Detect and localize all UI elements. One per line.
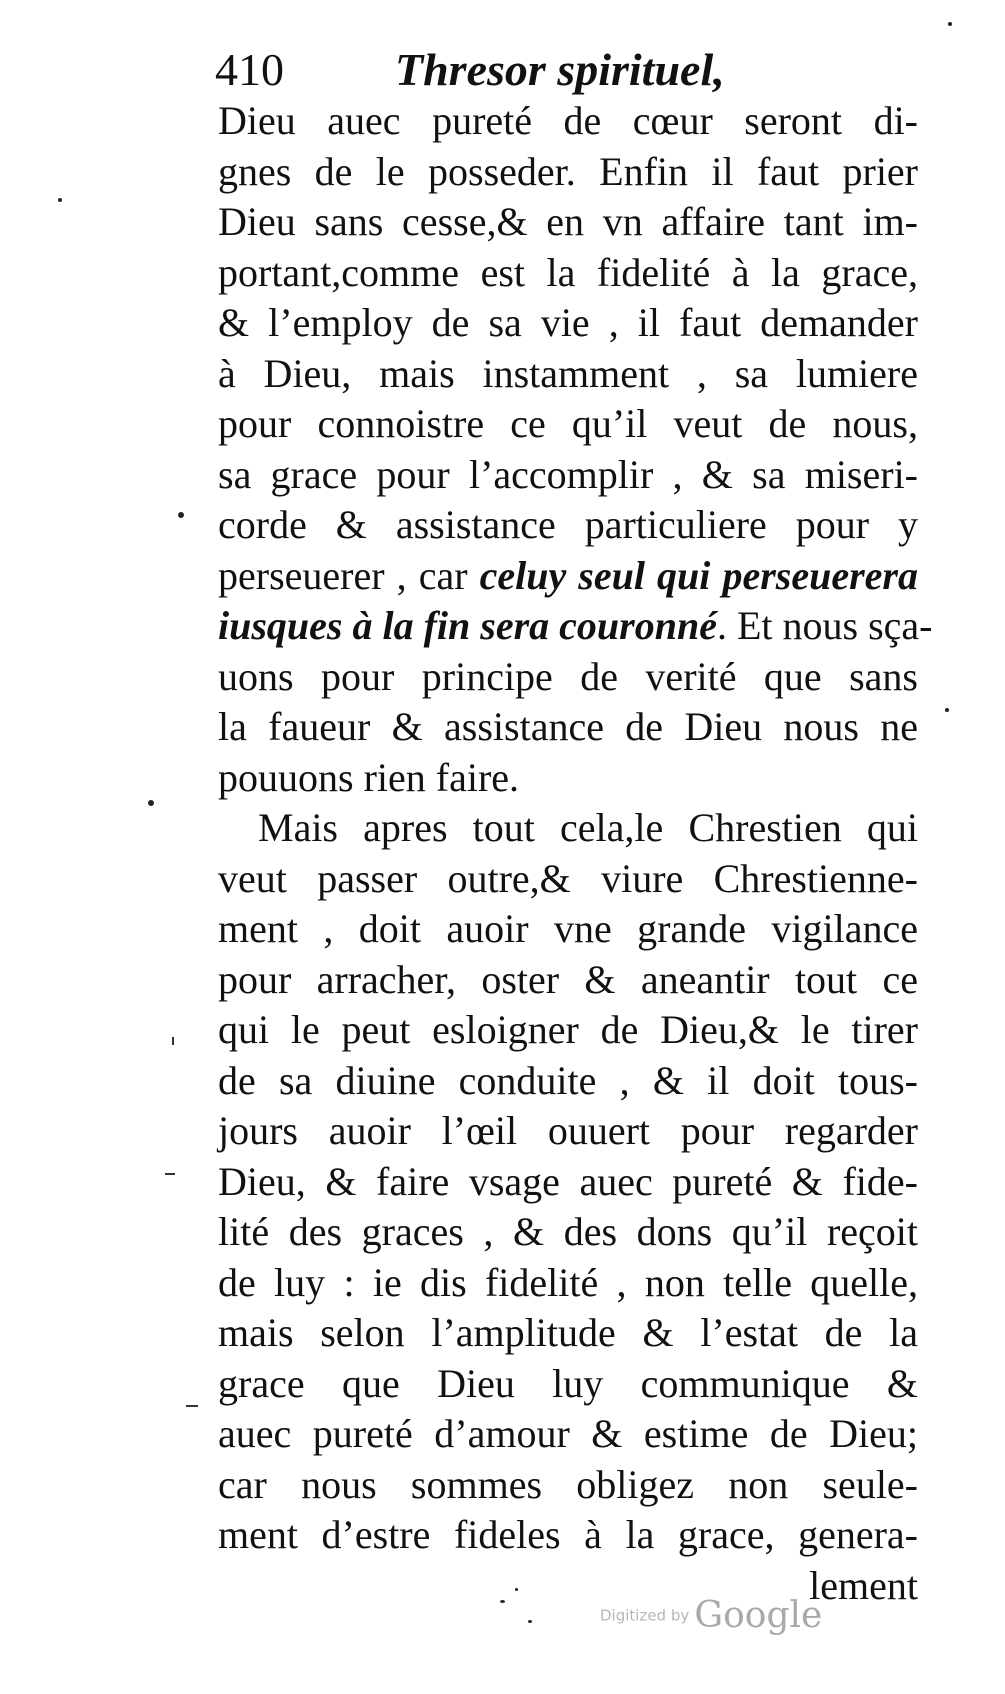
margin-dot-mark xyxy=(945,708,949,712)
margin-dot-mark xyxy=(178,512,184,518)
text-line: Dieu sans cesse,& en vn affaire tant im- xyxy=(218,199,918,244)
text-line-with-quote xyxy=(218,601,933,652)
text-line: mais selon l’amplitude & l’estat de la xyxy=(218,1310,918,1355)
scripture-quote: celuy seul qui perseuerera xyxy=(479,552,919,598)
scan-speck xyxy=(528,1620,532,1623)
text-line: uons pour principe de verité que sans xyxy=(218,653,918,699)
text-line: sa grace pour l’accomplir , & sa miseri- xyxy=(218,451,918,497)
text-line: qui le peut esloigner de Dieu,& le tirer xyxy=(218,1007,918,1052)
text-line: corde & assistance particuliere pour y xyxy=(218,502,918,547)
text-line: à Dieu, mais instamment , sa lumiere xyxy=(218,350,918,396)
page-header xyxy=(215,40,915,100)
margin-dot-mark xyxy=(148,800,154,806)
text-line: grace que Dieu luy communique & xyxy=(218,1360,918,1406)
text-line: pouuons rien faire. xyxy=(218,754,520,800)
text-line: de sa diuine conduite , & il doit tous- xyxy=(218,1057,918,1103)
text-line: lité des graces , & des dons qu’il reçoit xyxy=(218,1209,918,1254)
google-logo-text: Google xyxy=(694,1595,823,1636)
scripture-quote: iusques à la fin sera couronné xyxy=(218,603,717,648)
text-line: pour connoistre ce qu’il veut de nous, xyxy=(218,401,918,446)
text-line: pour arracher, oster & aneantir tout ce xyxy=(218,956,918,1002)
text-line: jours auoir l’œil ouuert pour regarder xyxy=(218,1108,918,1153)
text-line: Dieu, & faire vsage auec pureté & fide- xyxy=(218,1158,918,1204)
scan-speck xyxy=(500,1600,505,1603)
text-run: . Et nous sça- xyxy=(716,603,933,648)
running-title: Thresor spirituel, xyxy=(395,44,725,95)
margin-dot-mark xyxy=(58,198,62,202)
scan-speck xyxy=(515,1588,518,1591)
margin-tick-mark xyxy=(172,1037,174,1045)
catchword: lement xyxy=(809,1562,918,1608)
body-text xyxy=(218,96,933,1611)
margin-dot-mark xyxy=(948,22,952,26)
text-line: ment , doit auoir vne grande vigilance xyxy=(218,906,918,951)
text-line: & l’employ de sa vie , il faut demander xyxy=(218,300,918,345)
text-line: ment d’estre fideles à la grace, genera- xyxy=(218,1512,918,1557)
text-line: auec pureté d’amour & estime de Dieu; xyxy=(218,1411,918,1456)
text-line-with-quote xyxy=(218,551,918,602)
watermark-small-text: Digitized by xyxy=(600,1606,690,1625)
text-line: car nous sommes obligez non seule- xyxy=(218,1461,918,1507)
digitized-by-google-watermark xyxy=(600,1595,822,1636)
text-line: Mais apres tout cela,le Chrestien qui xyxy=(258,805,918,850)
text-line: veut passer outre,& viure Chrestienne- xyxy=(218,855,918,901)
text-line: Dieu auec pureté de cœur seront di- xyxy=(218,98,918,143)
page-number: 410 xyxy=(215,44,284,95)
text-line: gnes de le posseder. Enfin il faut prier xyxy=(218,148,918,194)
text-line: la faueur & assistance de Dieu nous ne xyxy=(218,704,918,749)
text-line: portant,comme est la fidelité à la grace, xyxy=(218,249,918,295)
margin-dash-mark xyxy=(186,1405,198,1407)
text-run: perseuerer , car xyxy=(218,552,480,598)
margin-dash-mark xyxy=(165,1173,175,1175)
text-line: de luy : ie dis fidelité , non telle quelle, xyxy=(218,1259,918,1305)
